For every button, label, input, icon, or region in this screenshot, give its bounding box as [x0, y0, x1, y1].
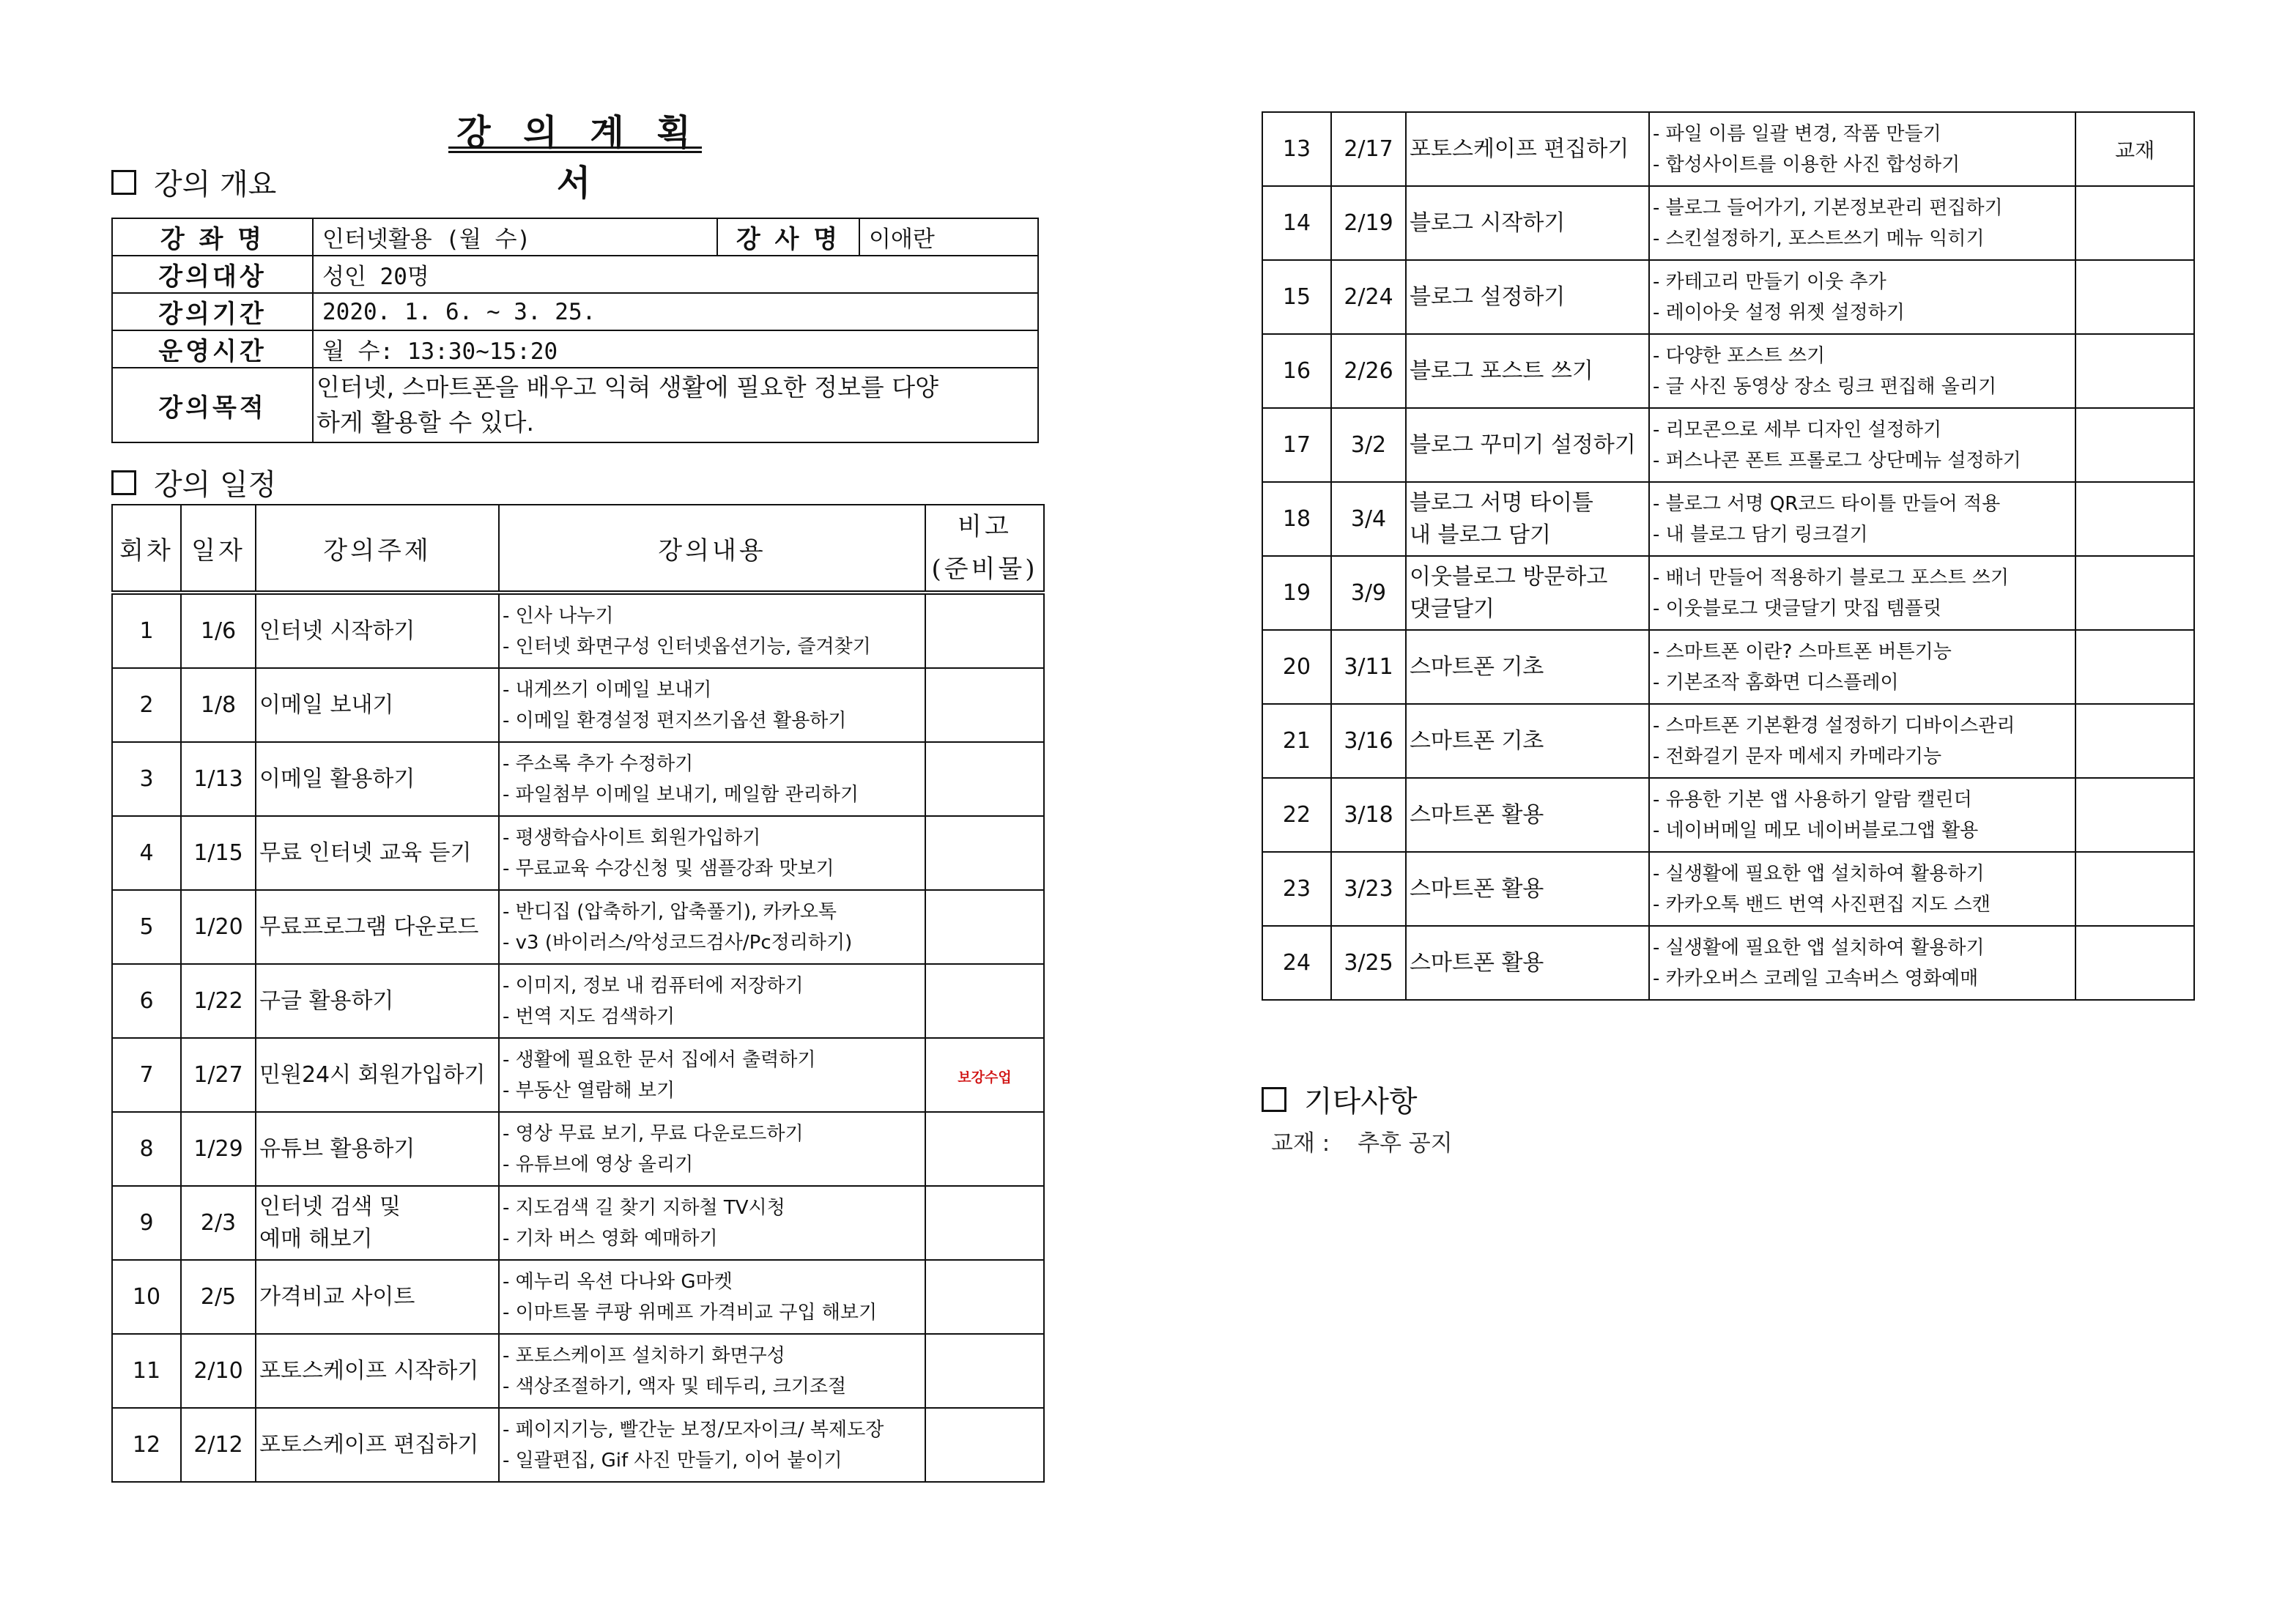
row-topic [1406, 778, 1649, 852]
row-content-line-1: - 이미지, 정보 내 컴퓨터에 저장하기 [503, 974, 804, 997]
row-topic [256, 890, 499, 964]
row-number: 11 [112, 1334, 181, 1408]
row-topic-line-1: 스마트폰 기초 [1410, 653, 1544, 680]
course-label: 강 좌 명 [112, 218, 313, 256]
row-date: 1/15 [181, 816, 256, 890]
row-content [1649, 260, 2075, 334]
schedule-row [112, 1186, 1044, 1260]
row-content [499, 1408, 925, 1482]
row-topic-line-1: 포토스케이프 편집하기 [259, 1431, 479, 1458]
row-topic [256, 1408, 499, 1482]
row-number: 20 [1262, 630, 1331, 704]
row-number: 5 [112, 890, 181, 964]
row-content-line-2: - 이웃블로그 댓글달기 맛집 템플릿 [1653, 597, 1942, 620]
row-content [1649, 556, 2075, 630]
row-note [925, 668, 1044, 742]
row-note [925, 816, 1044, 890]
row-content [499, 1334, 925, 1408]
row-content-line-1: - 영상 무료 보기, 무료 다운로드하기 [503, 1122, 804, 1145]
document-title: 강 의 계 획 서 [456, 112, 701, 204]
row-topic-line-1: 유튜브 활용하기 [259, 1135, 415, 1162]
row-content [1649, 112, 2075, 186]
row-content [1649, 186, 2075, 260]
row-topic [1406, 112, 1649, 186]
row-note [2075, 556, 2194, 630]
schedule-row [1262, 186, 2194, 260]
schedule-row [1262, 852, 2194, 926]
row-content-line-2: - 퍼스나콘 폰트 프롤로그 상단메뉴 설정하기 [1653, 449, 2021, 472]
target-value: 성인 20명 [313, 256, 1038, 293]
overview-table [111, 218, 1039, 443]
row-date: 2/24 [1331, 260, 1406, 334]
row-topic-line-1: 무료 인터넷 교육 듣기 [259, 839, 472, 866]
row-topic-line-1: 인터넷 검색 및 [259, 1193, 401, 1220]
row-date: 2/10 [181, 1334, 256, 1408]
row-date: 1/22 [181, 964, 256, 1038]
row-content-line-2: - 기차 버스 영화 예매하기 [503, 1227, 718, 1250]
row-content [1649, 852, 2075, 926]
row-date: 2/19 [1331, 186, 1406, 260]
checkbox-icon [111, 470, 136, 495]
schedule-row [1262, 482, 2194, 556]
row-content-line-2: - 네이버메일 메모 네이버블로그앱 활용 [1653, 819, 1979, 842]
schedule-row [112, 593, 1044, 668]
row-topic [256, 593, 499, 668]
row-topic [256, 964, 499, 1038]
row-note [2075, 112, 2194, 186]
schedule-row [112, 1334, 1044, 1408]
row-number: 1 [112, 593, 181, 668]
row-content [1649, 704, 2075, 778]
row-topic [256, 1112, 499, 1186]
row-note [2075, 408, 2194, 482]
row-number: 12 [112, 1408, 181, 1482]
row-topic-line-1: 스마트폰 기초 [1410, 727, 1544, 754]
textbook-line [1271, 1124, 1453, 1157]
row-content-line-1: - 인사 나누기 [503, 604, 614, 627]
row-content [499, 1186, 925, 1260]
section-schedule-label: 강의 일정 [154, 468, 277, 502]
row-note [925, 742, 1044, 816]
row-content-line-2: - 합성사이트를 이용한 사진 합성하기 [1653, 153, 1960, 176]
purpose-line-2: 하게 활용할 수 있다. [316, 408, 534, 437]
row-number: 13 [1262, 112, 1331, 186]
row-content-line-2: - 파일첨부 이메일 보내기, 메일함 관리하기 [503, 783, 859, 806]
schedule-row [112, 890, 1044, 964]
course-value: 인터넷활용 (월 수) [313, 218, 717, 256]
row-content-line-1: - 주소록 추가 수정하기 [503, 752, 694, 775]
row-content-line-1: - 카테고리 만들기 이웃 추가 [1653, 270, 1886, 293]
row-content-line-1: - 배너 만들어 적용하기 블로그 포스트 쓰기 [1653, 566, 2009, 589]
schedule-row [1262, 630, 2194, 704]
overview-row-purpose [112, 368, 1038, 442]
row-note [2075, 778, 2194, 852]
row-content-line-1: - 지도검색 길 찾기 지하철 TV시청 [503, 1196, 785, 1219]
section-etc-heading [1262, 1078, 1418, 1120]
checkbox-icon [111, 170, 136, 195]
title-underline-2 [448, 151, 702, 153]
row-topic-line-2: 댓글달기 [1410, 596, 1495, 622]
row-content [499, 816, 925, 890]
row-note [925, 593, 1044, 668]
schedule-row [112, 1112, 1044, 1186]
row-topic [256, 742, 499, 816]
row-topic-line-1: 가격비교 사이트 [259, 1283, 415, 1310]
row-date: 3/18 [1331, 778, 1406, 852]
row-note [2075, 926, 2194, 1000]
row-number: 18 [1262, 482, 1331, 556]
row-content [499, 964, 925, 1038]
row-number: 6 [112, 964, 181, 1038]
schedule-row [112, 816, 1044, 890]
row-content-line-1: - 내게쓰기 이메일 보내기 [503, 678, 712, 701]
row-content-line-1: - 리모콘으로 세부 디자인 설정하기 [1653, 418, 1942, 441]
row-topic [1406, 408, 1649, 482]
row-topic [1406, 260, 1649, 334]
schedule-row [1262, 926, 2194, 1000]
row-content [1649, 630, 2075, 704]
row-date: 2/17 [1331, 112, 1406, 186]
row-topic-line-1: 이웃블로그 방문하고 [1410, 563, 1608, 590]
row-number: 7 [112, 1038, 181, 1112]
row-topic-line-1: 스마트폰 활용 [1410, 801, 1544, 828]
row-content-line-1: - 실생활에 필요한 앱 설치하여 활용하기 [1653, 862, 1985, 885]
row-number: 10 [112, 1260, 181, 1334]
row-note [925, 964, 1044, 1038]
row-content-line-1: - 블로그 서명 QR코드 타이틀 만들어 적용 [1653, 492, 2001, 515]
schedule-header-row [112, 505, 1044, 593]
row-content-line-1: - 페이지기능, 빨간눈 보정/모자이크/ 복제도장 [503, 1418, 884, 1441]
row-date: 3/4 [1331, 482, 1406, 556]
schedule-row [1262, 556, 2194, 630]
row-note [925, 1112, 1044, 1186]
row-topic-line-1: 인터넷 시작하기 [259, 618, 415, 644]
overview-row-target [112, 256, 1038, 293]
row-date: 2/3 [181, 1186, 256, 1260]
purpose-line-1: 인터넷, 스마트폰을 배우고 익혀 생활에 필요한 정보를 다양 [316, 373, 938, 401]
row-date: 3/23 [1331, 852, 1406, 926]
row-topic [256, 816, 499, 890]
row-content-line-2: - 인터넷 화면구성 인터넷옵션기능, 즐겨찾기 [503, 635, 871, 658]
row-content-line-2: - 기본조작 홈화면 디스플레이 [1653, 671, 1899, 694]
row-content-line-1: - 블로그 들어가기, 기본정보관리 편집하기 [1653, 196, 2003, 219]
row-note [925, 1334, 1044, 1408]
row-topic-line-1: 민원24시 회원가입하기 [259, 1061, 486, 1088]
row-date: 2/26 [1331, 334, 1406, 408]
row-content [1649, 334, 2075, 408]
checkbox-icon [1262, 1087, 1286, 1112]
row-note [925, 1408, 1044, 1482]
row-topic-line-2: 내 블로그 담기 [1410, 522, 1551, 548]
row-topic-line-1: 블로그 서명 타이틀 [1410, 489, 1593, 516]
row-content-line-1: - 생활에 필요한 문서 집에서 출력하기 [503, 1048, 816, 1071]
row-number: 22 [1262, 778, 1331, 852]
time-label: 운영시간 [112, 330, 313, 368]
row-topic [256, 668, 499, 742]
row-topic-line-1: 구글 활용하기 [259, 987, 394, 1014]
row-content-line-2: - 색상조절하기, 액자 및 테두리, 크기조절 [503, 1375, 847, 1398]
row-topic [256, 1186, 499, 1260]
row-content-line-1: - 예누리 옥션 다나와 G마켓 [503, 1270, 733, 1293]
header-note-line-2: (준비물) [931, 555, 1038, 584]
row-number: 14 [1262, 186, 1331, 260]
row-topic-line-1: 이메일 활용하기 [259, 765, 415, 792]
schedule-row [112, 742, 1044, 816]
row-content-line-2: - 무료교육 수강신청 및 샘플강좌 맛보기 [503, 857, 834, 880]
row-note [925, 890, 1044, 964]
instructor-value: 이애란 [859, 218, 1038, 256]
overview-row-course [112, 218, 1038, 256]
instructor-label: 강 사 명 [717, 218, 859, 256]
row-note [2075, 852, 2194, 926]
row-date: 3/11 [1331, 630, 1406, 704]
row-date: 1/27 [181, 1038, 256, 1112]
row-topic [1406, 926, 1649, 1000]
row-topic-line-1: 포토스케이프 시작하기 [259, 1357, 479, 1384]
row-content-line-1: - 스마트폰 이란? 스마트폰 버튼기능 [1653, 640, 1952, 663]
row-content-line-2: - 전화걸기 문자 메세지 카메라기능 [1653, 745, 1942, 768]
time-value: 월 수: 13:30~15:20 [313, 330, 1038, 368]
header-note [925, 505, 1044, 593]
row-content-line-2: - 내 블로그 담기 링크걸기 [1653, 523, 1868, 546]
row-note [925, 1186, 1044, 1260]
purpose-label: 강의목적 [112, 368, 313, 442]
row-number: 9 [112, 1186, 181, 1260]
row-date: 1/6 [181, 593, 256, 668]
row-date: 1/20 [181, 890, 256, 964]
row-content [1649, 408, 2075, 482]
row-content [1649, 926, 2075, 1000]
row-content-line-1: - 다양한 포스트 쓰기 [1653, 344, 1826, 367]
schedule-table-left [111, 504, 1045, 1483]
row-number: 2 [112, 668, 181, 742]
row-topic [1406, 704, 1649, 778]
overview-row-period [112, 293, 1038, 330]
row-topic-line-1: 블로그 꾸미기 설정하기 [1410, 431, 1636, 458]
row-number: 3 [112, 742, 181, 816]
row-content-line-2: - 일괄편집, Gif 사진 만들기, 이어 붙이기 [503, 1449, 843, 1472]
row-topic [1406, 186, 1649, 260]
row-content-line-2: - 이메일 환경설정 편지쓰기옵션 활용하기 [503, 709, 847, 732]
header-date: 일자 [181, 505, 256, 593]
header-topic: 강의주제 [256, 505, 499, 593]
row-content-line-1: - 파일 이름 일괄 변경, 작품 만들기 [1653, 122, 1941, 145]
row-number: 8 [112, 1112, 181, 1186]
period-value: 2020. 1. 6. ~ 3. 25. [313, 293, 1038, 330]
row-topic-line-1: 스마트폰 활용 [1410, 875, 1544, 902]
schedule-row [112, 1408, 1044, 1482]
row-content [499, 890, 925, 964]
row-content [1649, 778, 2075, 852]
row-content-line-1: - 실생활에 필요한 앱 설치하여 활용하기 [1653, 936, 1985, 959]
section-schedule-heading [111, 461, 276, 503]
row-content-line-1: - 반디집 (압축하기, 압축풀기), 카카오톡 [503, 900, 837, 923]
textbook-label: 교재 : [1271, 1130, 1330, 1157]
row-date: 3/25 [1331, 926, 1406, 1000]
section-overview-label: 강의 개요 [154, 168, 277, 201]
row-number: 4 [112, 816, 181, 890]
row-note [2075, 482, 2194, 556]
row-note [2075, 704, 2194, 778]
row-number: 16 [1262, 334, 1331, 408]
purpose-value [313, 368, 1038, 442]
target-label: 강의대상 [112, 256, 313, 293]
row-date: 1/29 [181, 1112, 256, 1186]
row-topic [256, 1038, 499, 1112]
row-number: 17 [1262, 408, 1331, 482]
row-number: 15 [1262, 260, 1331, 334]
row-topic [1406, 334, 1649, 408]
row-content [499, 1112, 925, 1186]
row-date: 3/16 [1331, 704, 1406, 778]
row-content-line-1: - 유용한 기본 앱 사용하기 알람 캘린더 [1653, 788, 1972, 811]
row-content-line-2: - 카카오버스 코레일 고속버스 영화예매 [1653, 967, 1979, 990]
textbook-value: 추후 공지 [1358, 1130, 1453, 1157]
row-number: 23 [1262, 852, 1331, 926]
row-content-line-2: - 이마트몰 쿠팡 위메프 가격비교 구입 해보기 [503, 1301, 878, 1324]
row-number: 21 [1262, 704, 1331, 778]
row-content-line-2: - 번역 지도 검색하기 [503, 1005, 675, 1028]
row-note-text: 보강수업 [958, 1069, 1012, 1086]
row-date: 2/5 [181, 1260, 256, 1334]
row-note [2075, 630, 2194, 704]
row-content-line-2: - 글 사진 동영상 장소 링크 편집해 올리기 [1653, 375, 1997, 398]
row-content [499, 593, 925, 668]
header-content: 강의내용 [499, 505, 925, 593]
section-etc-label: 기타사항 [1304, 1085, 1418, 1119]
schedule-row [112, 1038, 1044, 1112]
schedule-row [112, 964, 1044, 1038]
schedule-row [1262, 778, 2194, 852]
row-note [925, 1038, 1044, 1112]
schedule-table-right [1262, 111, 2195, 1001]
row-topic-line-1: 포토스케이프 편집하기 [1410, 136, 1629, 162]
row-content [499, 1260, 925, 1334]
row-content-line-1: - 평생학습사이트 회원가입하기 [503, 826, 761, 849]
schedule-row [1262, 260, 2194, 334]
schedule-row [112, 668, 1044, 742]
row-content-line-2: - v3 (바이러스/악성코드검사/Pc정리하기) [503, 931, 853, 954]
row-topic-line-1: 무료프로그램 다운로드 [259, 913, 479, 940]
row-topic [256, 1260, 499, 1334]
row-content-line-2: - 유튜브에 영상 올리기 [503, 1153, 694, 1176]
row-content-line-1: - 스마트폰 기본환경 설정하기 디바이스관리 [1653, 714, 2015, 737]
row-content [1649, 482, 2075, 556]
schedule-row [1262, 334, 2194, 408]
row-content-line-2: - 카카오톡 밴드 번역 사진편집 지도 스캔 [1653, 893, 1991, 916]
row-content [499, 1038, 925, 1112]
row-topic [1406, 852, 1649, 926]
row-topic-line-1: 블로그 포스트 쓰기 [1410, 357, 1593, 384]
row-topic-line-2: 예매 해보기 [259, 1226, 373, 1252]
row-note [2075, 186, 2194, 260]
header-no: 회차 [112, 505, 181, 593]
row-topic [1406, 630, 1649, 704]
row-topic [1406, 556, 1649, 630]
schedule-row [1262, 112, 2194, 186]
row-number: 19 [1262, 556, 1331, 630]
row-number: 24 [1262, 926, 1331, 1000]
row-topic-line-1: 블로그 시작하기 [1410, 210, 1566, 236]
row-topic-line-1: 스마트폰 활용 [1410, 949, 1544, 976]
schedule-row [1262, 408, 2194, 482]
schedule-row [1262, 704, 2194, 778]
row-content-line-2: - 부동산 열람해 보기 [503, 1079, 675, 1102]
period-label: 강의기간 [112, 293, 313, 330]
row-date: 3/9 [1331, 556, 1406, 630]
overview-row-time [112, 330, 1038, 368]
row-content-line-2: - 스킨설정하기, 포스트쓰기 메뉴 익히기 [1653, 227, 1985, 250]
row-topic-line-1: 이메일 보내기 [259, 692, 394, 718]
row-content-line-2: - 레이아웃 설정 위젯 설정하기 [1653, 301, 1905, 324]
row-content [499, 668, 925, 742]
row-topic-line-1: 블로그 설정하기 [1410, 283, 1566, 310]
row-note [2075, 260, 2194, 334]
row-date: 1/8 [181, 668, 256, 742]
row-content-line-1: - 포토스케이프 설치하기 화면구성 [503, 1344, 785, 1367]
row-content [499, 742, 925, 816]
header-note-line-1: 비고 [958, 512, 1012, 541]
row-date: 2/12 [181, 1408, 256, 1482]
schedule-row [112, 1260, 1044, 1334]
row-topic [256, 1334, 499, 1408]
row-date: 3/2 [1331, 408, 1406, 482]
row-topic [1406, 482, 1649, 556]
title-underline [448, 147, 702, 149]
row-note [925, 1260, 1044, 1334]
section-overview-heading [111, 161, 276, 203]
row-date: 1/13 [181, 742, 256, 816]
row-note-text: 교재 [2114, 138, 2155, 163]
row-note [2075, 334, 2194, 408]
